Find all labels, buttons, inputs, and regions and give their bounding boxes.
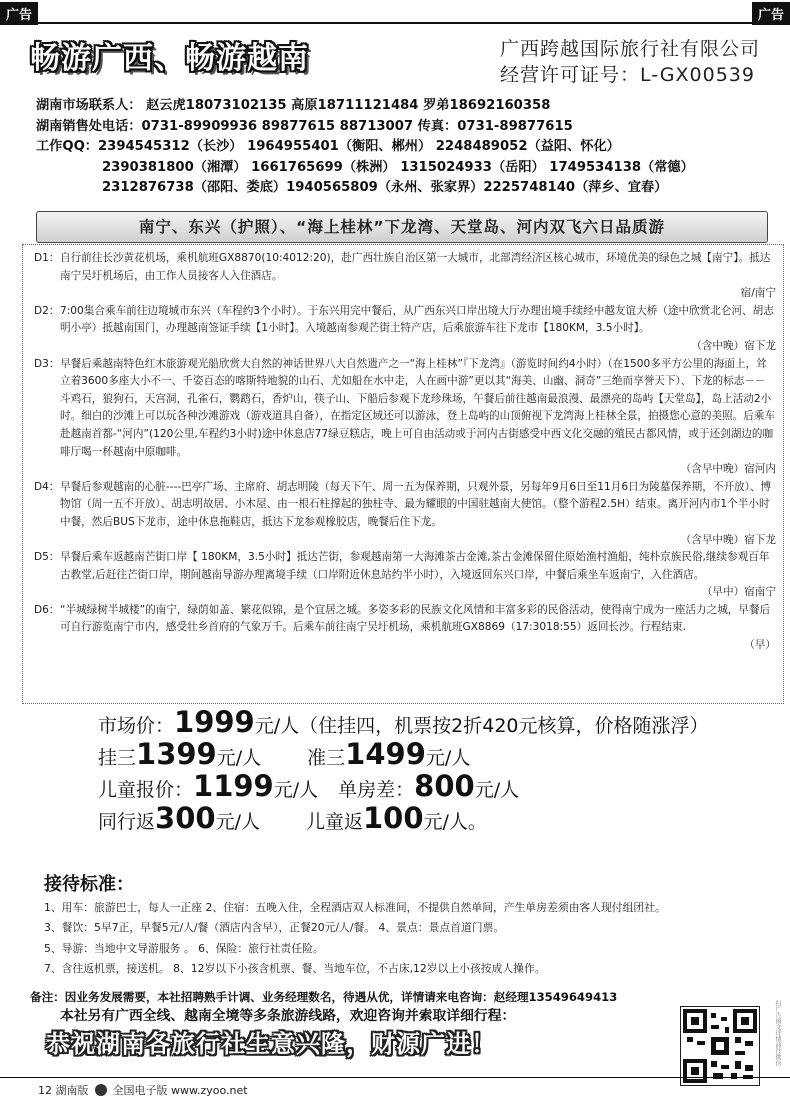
contacts xyxy=(36,96,766,199)
day-text xyxy=(60,303,776,356)
child-price-unit: 元/人 xyxy=(273,779,319,801)
market-price-label: 市场价： xyxy=(98,715,175,737)
company-name: 广西跨越国际旅行社有限公司 xyxy=(499,38,760,60)
child-rebate-unit: 元/人。 xyxy=(423,811,487,833)
standards-title: 接待标准： xyxy=(44,874,134,895)
day-2 xyxy=(34,303,776,356)
day-desc: 早餐后乘越南特色红木旅游观光船欣赏大自然的神话世界八大自然遗产之一“海上桂林”『下龙湾』（游览时间约4小时）（在1500多平方公里的海面上，耸立着3600多座大小不一、千姿百态的喀斯特地貌的山石、尤如船在水中走，人在画中游”更以其“海美、山幽、洞奇”三绝而享誉天下）、下龙的标志－－斗鸡石，狼狗石，天宫洞，孔雀石，鹦鹉石，香炉山，筷子山、下船后参观下龙珍珠场，午餐后前往越南最浪漫、最漂亮的岛屿【天堂岛】，岛上活动2小时。细白的沙滩上可以玩各种沙滩游戏（游戏道具自备），在指定区域还可以游泳，登上岛屿的山顶俯视下龙湾海上桂林全景，拍摄您心意的美照。后乘车赴越南首都-“河内”(120公里,车程约3小时)途中休息店77绿豆糕店，晚上可自由活动或于河内古街感受中西文化交融的殖民古都风情，或于还剑湖边的咖啡厅喝一杯越南中原咖啡。 xyxy=(60,357,776,458)
standard-item: 3、餐饮：5早7正，早餐5元/人/餐（酒店内含早），正餐20元/人/餐。 4、景点：景点首道门票。 xyxy=(44,921,505,935)
peer-rebate-label: 同行返 xyxy=(98,811,156,833)
peer-rebate-unit: 元/人 xyxy=(215,811,260,833)
day-label: D2： xyxy=(34,304,60,317)
gua-unit: 元/人 xyxy=(216,747,262,769)
single-room-price: 800 xyxy=(414,769,475,803)
day-desc: “半城绿树半城楼”的南宁，绿荫如盖、繁花似锦，是个宜居之城。多姿多彩的民族文化风情和丰富多彩的民俗活动，使得南宁成为一座活力之城，早餐后可自行游览南宁市内，感受壮乡首府的气象万千。后乘车前往南宁吴圩机场，乘机航班GX8869（17:3018:55）返回长沙。行程结束. xyxy=(60,603,771,634)
hotel-price-line xyxy=(98,738,738,770)
recruit-note: 备注：因业务发展需要，本社招聘熟手计调、业务经理数名，待遇从优，详情请来电咨询：赵经理13549649413 xyxy=(30,990,618,1004)
market-price: 1999 xyxy=(174,705,255,739)
child-rebate: 100 xyxy=(362,801,424,835)
slogan: 恭祝湖南各旅行社生意兴隆，财源广进！ xyxy=(46,1030,496,1058)
standard-item: 1、用车：旅游巴士，每人一正座 2、住宿：五晚入住，全程酒店双人标准间，不提供自然单间，产生单房差须由客人现付组团社。 xyxy=(44,901,666,914)
rebate-line xyxy=(98,802,738,834)
child-price: 1199 xyxy=(193,769,274,803)
footer-rule xyxy=(0,1077,790,1078)
footer xyxy=(38,1082,248,1098)
market-contacts: 湖南市场联系人： 赵云虎18073102135 高原18711121484 罗弟18692160358 xyxy=(36,98,551,113)
qq-line-2: 2390381800（湘潭） 1661765699（株洲） 1315024933（岳阳） 1749534138（常德） xyxy=(102,159,694,175)
standard-item: 7、含往返机票，接送机。 8、12岁以下小孩含机票、餐、当地车位，不占床,12岁以上小孩按成人操作。 xyxy=(44,962,546,976)
single-room-unit: 元/人 xyxy=(474,779,520,801)
sales-phone: 湖南销售处电话：0731-89909936 89877615 88713007 传真：0731-89877615 xyxy=(36,118,573,134)
standard-item: 5、导游：当地中文导游服务 。 6、保险：旅行社责任险。 xyxy=(44,941,324,955)
day-text xyxy=(60,250,776,303)
day-label: D1： xyxy=(34,252,60,264)
single-room-label: 单房差： xyxy=(338,779,415,801)
standards xyxy=(44,898,764,980)
company-license: 经营许可证号：L-GX00539 xyxy=(499,64,755,86)
day-text xyxy=(60,356,776,479)
gua-price: 1399 xyxy=(136,737,217,771)
child-price-label: 儿童报价： xyxy=(98,779,194,801)
day-lodging: 宿/南宁 xyxy=(740,287,776,300)
day-text xyxy=(60,602,776,655)
company-block xyxy=(500,36,760,88)
market-price-note: 元/人（住挂四，机票按2折420元核算，价格随涨浮） xyxy=(254,715,709,737)
child-rebate-label: 儿童返 xyxy=(305,811,363,833)
zhun-price: 1499 xyxy=(345,737,426,771)
ad-tag-left: 广告 xyxy=(0,2,38,25)
day-6 xyxy=(34,602,776,655)
day-1 xyxy=(34,250,776,303)
pricing xyxy=(98,706,738,834)
day-desc: 早餐后参观越南的心脏----巴亭广场、主席府、胡志明陵（每天下午、周一五为保养期，只观外景，另每年9月6日至11月6日为陵墓保养期，不开放）、博物馆（周一五不开放）、胡志明故居、小木屋、由一根石柱撑起的独柱寺、最为耀眼的中国驻越南大使馆。（整个游程2.5H）结束。离开河内市1个半小时中餐，然后BUS下龙市，途中休息拖鞋店，抵达下龙参观橡胶店，晚餐后住下龙。 xyxy=(60,480,772,528)
site-url: 全国电子版 www.zyoo.net xyxy=(112,1084,248,1097)
market-price-line xyxy=(98,706,738,738)
peer-rebate: 300 xyxy=(155,801,216,835)
page-number: 12 湖南版 xyxy=(38,1084,89,1097)
day-3 xyxy=(34,356,776,479)
qr-code-icon xyxy=(680,1006,760,1086)
day-text xyxy=(60,549,776,602)
notes xyxy=(30,988,670,1026)
day-label: D3： xyxy=(34,357,60,370)
day-text xyxy=(60,479,776,549)
day-label: D4： xyxy=(34,480,60,493)
routes-note: 本社另有广西全线、越南全境等多条旅游线路，欢迎咨询并索取详细行程： xyxy=(60,1008,516,1024)
day-desc: 自行前往长沙黄花机场，乘机航班GX8870(10:4012:20)，赴广西壮族自治区第一大城市，北部湾经济区核心城市，环境优美的绿色之城【南宁】。抵达南宁吴圩机场后，由工作人员接客人入住酒店。 xyxy=(60,252,771,282)
day-desc: 7:00集合乘车前往边境城市东兴（车程约3个小时）。于东兴用完中餐后，从广西东兴口岸出境大厅办理出境手续经中越友谊大桥（途中欣赏北仑河、胡志明小亭）抵越南国门，办理越南签证手续【1小时】。入境越南参观芒街土特产店，后乘旅游车往下龙市【180KM，3.5小时】。 xyxy=(60,304,774,335)
day-lodging: （早中）宿南宁 xyxy=(701,586,776,599)
day-lodging: （含中晚）宿下龙 xyxy=(691,339,776,352)
zhun-label: 准三 xyxy=(307,747,346,769)
ad-tag-right: 广告 xyxy=(752,2,790,25)
qq-line-3: 2312876738（邵阳、娄底）1940565809（永州、张家界）2225748140（萍乡、宜春） xyxy=(102,180,668,195)
day-label: D5： xyxy=(34,551,60,564)
day-desc: 早餐后乘车返越南芒街口岸【 180KM，3.5小时】抵达芒街，参观越南第一大海滩茶古金滩,茶古金滩保留住原始渔村渔船，纯朴京族民俗,继续参观百年古教堂,后赶往芒街口岸，期间越南导游办理离境手续（口岸附近休息站约半小时），入境返回东兴口岸，中餐后乘坐车返南宁，入住酒店。 xyxy=(60,551,770,581)
side-note: 扫广告图文详情前往微信 xyxy=(774,1000,781,1066)
day-lodging: （含早中晚）宿下龙 xyxy=(680,533,776,546)
brand-title: 畅游广西、畅游越南 xyxy=(30,41,309,76)
gua-label: 挂三 xyxy=(98,747,137,769)
day-label: D6： xyxy=(34,603,60,616)
day-4 xyxy=(34,479,776,549)
qq-line-1: 工作QQ：2394545312（长沙） 1964955401（衡阳、郴州） 2248489052（益阳、怀化） xyxy=(36,139,620,154)
site-logo-icon xyxy=(95,1084,107,1096)
day-5 xyxy=(34,549,776,602)
zhun-unit: 元/人 xyxy=(425,747,471,769)
tour-banner: 南宁、东兴（护照）、“海上桂林”下龙湾、天堂岛、河内双飞六日品质游 xyxy=(36,211,768,243)
top-rule xyxy=(0,22,790,24)
day-lodging: （早） xyxy=(744,639,776,652)
child-price-line xyxy=(98,770,738,802)
itinerary xyxy=(34,250,776,655)
day-lodging: （含早中晚）宿河内 xyxy=(680,463,776,476)
